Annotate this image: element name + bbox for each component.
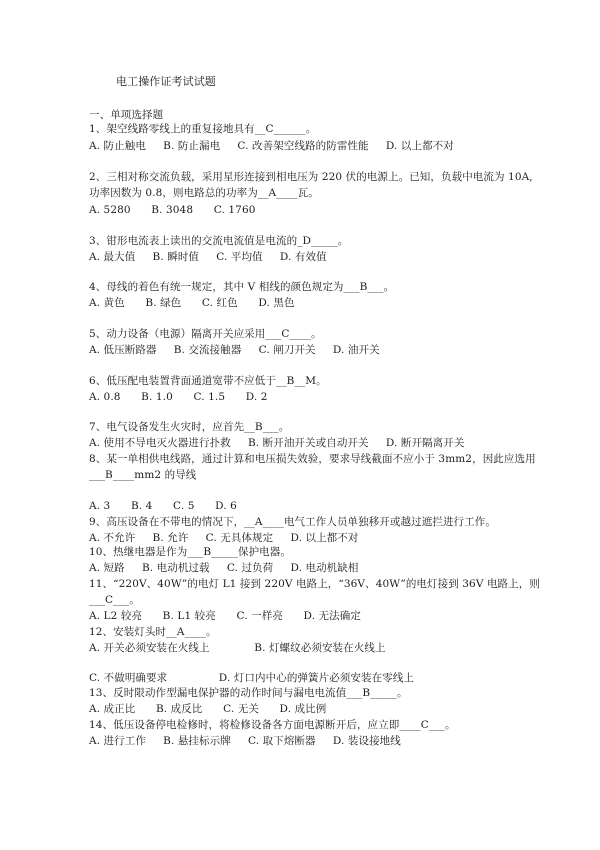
q6-stem: 6、低压配电装置背面通道宽带不应低于__B__M。 [89,375,327,387]
q2-options: A. 5280 B. 3048 C. 1760 [89,204,256,216]
q11-stem: 11、“220V、40W”的电灯 L1 接到 220V 电路上，“36V、40W”的电灯接到 36V 电路上，则 [89,578,540,590]
q12-options-cd: C. 不做明确要求 D. 灯口内中心的弹簧片必须安装在零线上 [89,672,415,684]
q5-options: A. 低压断路器 B. 交流接触器 C. 闸刀开关 D. 油开关 [89,344,380,356]
q13-options: A. 成正比 B. 成反比 C. 无关 D. 成比例 [89,703,327,715]
section-heading: 一、单项选择题 [89,109,164,121]
q6-options: A. 0.8 B. 1.0 C. 1.5 D. 2 [89,391,268,403]
document-title: 电工操作证考试试题 [116,75,216,88]
q11-options: A. L2 较亮 B. L1 较亮 C. 一样亮 D. 无法确定 [89,610,361,622]
q2-stem-cont: 功率因数为 0.8，则电路总的功率为__A____瓦。 [89,187,319,199]
q8-stem: 8、某一单相供电线路，通过计算和电压损失效验，要求导线截面不应小于 3mm2，因此应选用 [89,453,536,465]
q3-stem: 3、钳形电流表上读出的交流电流值是电流的_D_____。 [89,235,349,247]
q4-stem: 4、母线的着色有统一规定，其中 V 相线的颜色规定为___B___。 [89,281,395,293]
q9-stem: 9、高压设备在不带电的情况下，__A____电气工作人员单独移开或越过遮拦进行工作。 [89,516,496,528]
q3-options: A. 最大值 B. 瞬时值 C. 平均值 D. 有效值 [89,251,327,263]
q7-stem: 7、电气设备发生火灾时，应首先__B___。 [89,421,290,433]
q7-options: A. 使用不导电灭火器进行扑救 B. 断开油开关或自动开关 D. 断开隔离开关 [89,437,465,449]
q8-options: A. 3 B. 4 C. 5 D. 6 [89,500,237,512]
q1-stem: 1、架空线路零线上的重复接地具有__C______。 [89,123,317,135]
q9-options: A. 不允许 B. 允许 C. 无具体规定 D. 以上都不对 [89,532,359,544]
q11-stem-cont: ___C___。 [89,594,140,606]
q12-options-ab: A. 开关必须安装在火线上 B. 灯螺纹必须安装在火线上 [89,642,386,654]
q14-stem: 14、低压设备停电检修时，将检修设备各方面电源断开后，应立即____C___。 [89,719,456,731]
q13-stem: 13、反时限动作型漏电保护器的动作时间与漏电电流值___B_____。 [89,687,408,699]
q14-options: A. 进行工作 B. 悬挂标示牌 C. 取下熔断器 D. 装设接地线 [89,735,401,747]
q10-options: A. 短路 B. 电动机过载 C. 过负荷 D. 电动机缺相 [89,562,359,574]
q5-stem: 5、动力设备（电源）隔离开关应采用___C____。 [89,328,322,340]
q12-stem: 12、安装灯头时__A____。 [89,626,217,638]
q4-options: A. 黄色 B. 绿色 C. 红色 D. 黑色 [89,297,295,309]
q10-stem: 10、热继电器是作为___B_____保护电器。 [89,546,291,558]
q1-options: A. 防止触电 B. 防止漏电 C. 改善架空线路的防雷性能 D. 以上都不对 [89,140,454,152]
q8-stem-cont: ___B____mm2 的导线 [89,469,197,481]
q2-stem: 2、三相对称交流负载，采用星形连接到相电压为 220 伏的电源上。已知，负载中电流为 10A, [89,171,533,183]
